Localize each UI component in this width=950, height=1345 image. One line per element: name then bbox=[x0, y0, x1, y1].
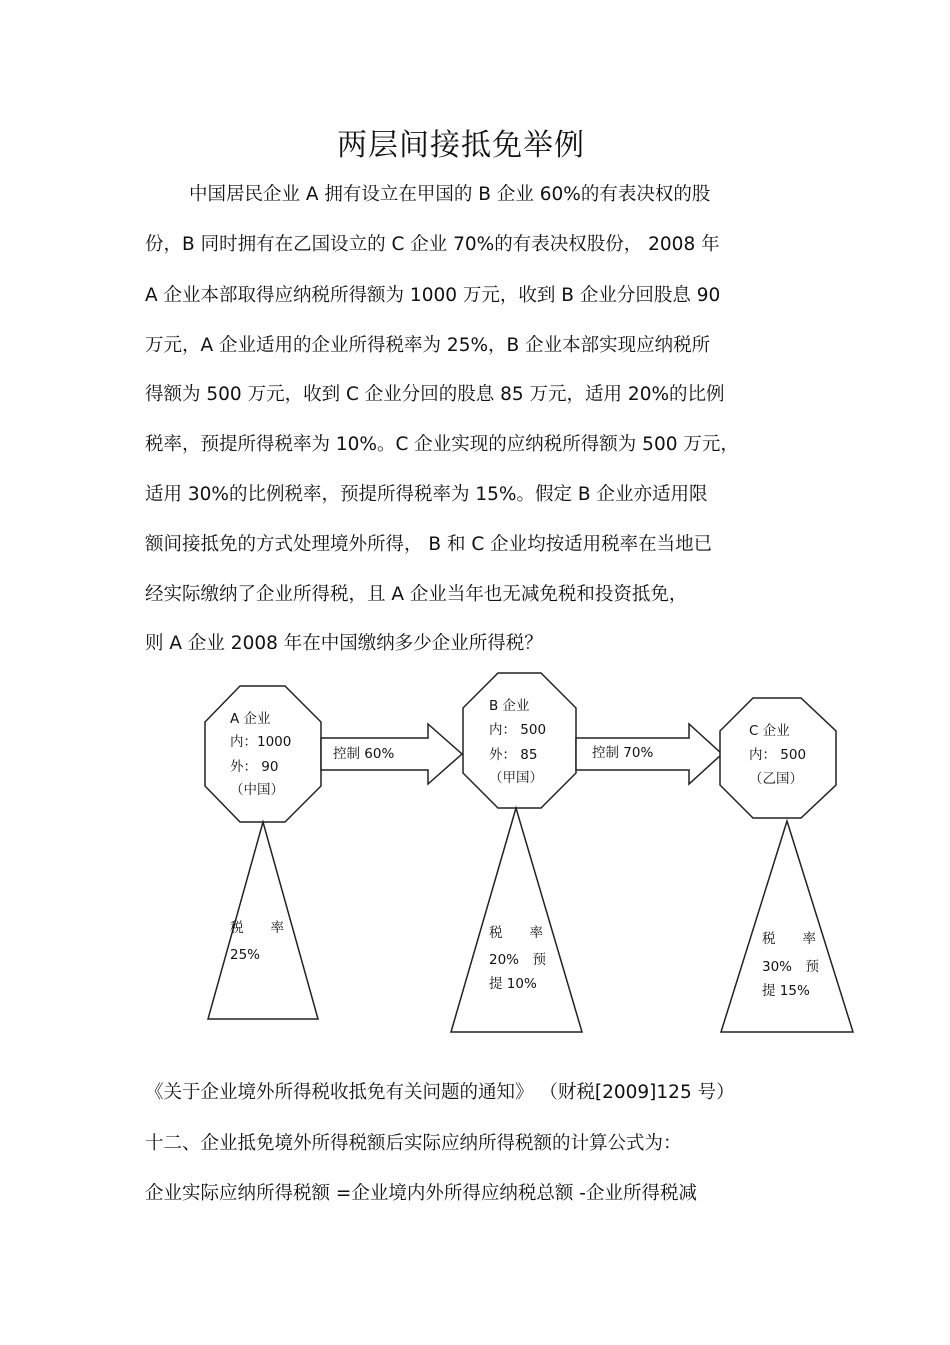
company-b-octagon bbox=[463, 673, 576, 808]
arrow-b-to-c bbox=[576, 724, 722, 784]
paragraph-line: 则 A 企业 2008 年在中国缴纳多少企业所得税？ bbox=[145, 633, 543, 654]
company-b bbox=[451, 673, 582, 1032]
company-a bbox=[205, 686, 321, 1019]
company-a-outer: 外： 90 bbox=[230, 759, 279, 775]
arrow-b-to-c-label: 控制 70% bbox=[592, 745, 654, 761]
company-c-name: C 企业 bbox=[749, 723, 790, 739]
paragraph-line: 适用 30%的比例税率，预提所得税率为 15%。假定 B 企业亦适用限 bbox=[145, 484, 708, 505]
company-b-tax-withholding: 提 10% bbox=[489, 976, 537, 992]
company-c-tax-withholding: 提 15% bbox=[762, 983, 810, 999]
arrow-a-to-b bbox=[321, 724, 462, 784]
formula-line: 企业实际应纳所得税额 =企业境内外所得应纳税总额 -企业所得税减 bbox=[145, 1183, 697, 1204]
reference-citation: 《关于企业境外所得税收抵免有关问题的通知》 （财税[2009]125 号） bbox=[145, 1082, 735, 1103]
company-a-tax-rate: 25% bbox=[230, 947, 261, 963]
company-b-country: （甲国） bbox=[489, 770, 543, 786]
company-b-outer: 外： 85 bbox=[489, 747, 538, 763]
company-a-country: （中国） bbox=[230, 782, 284, 798]
company-a-inner: 内：1000 bbox=[230, 734, 292, 750]
paragraph-line: A 企业本部取得应纳税所得额为 1000 万元，收到 B 企业分回股息 90 bbox=[145, 285, 721, 306]
paragraph-line: 万元，A 企业适用的企业所得税率为 25%，B 企业本部实现应纳税所 bbox=[145, 335, 711, 356]
company-a-tax-label: 税 率 bbox=[230, 920, 284, 936]
paragraph-line: 份，B 同时拥有在乙国设立的 C 企业 70%的有表决权股份， 2008 年 bbox=[145, 234, 720, 255]
paragraph-line: 额间接抵免的方式处理境外所得， B 和 C 企业均按适用税率在当地已 bbox=[145, 534, 713, 555]
company-b-tax-rate: 20% 预 bbox=[489, 952, 547, 968]
company-b-tax-label: 税 率 bbox=[489, 925, 543, 941]
company-b-tax-triangle bbox=[451, 808, 582, 1032]
company-c-tax-triangle bbox=[721, 821, 853, 1032]
company-c-country: （乙国） bbox=[749, 771, 803, 787]
company-c-tax-rate: 30% 预 bbox=[762, 959, 820, 975]
company-b-name: B 企业 bbox=[489, 698, 530, 714]
section-heading: 十二、企业抵免境外所得税额后实际应纳所得税额的计算公式为： bbox=[145, 1133, 682, 1154]
page-title: 两层间接抵免举例 bbox=[337, 128, 585, 163]
company-c-inner: 内： 500 bbox=[749, 747, 807, 763]
company-a-octagon bbox=[205, 686, 321, 822]
paragraph-line: 税率，预提所得税率为 10%。C 企业实现的应纳税所得额为 500 万元， bbox=[145, 434, 739, 455]
arrow-a-to-b-label: 控制 60% bbox=[333, 746, 395, 762]
paragraph-line: 经实际缴纳了企业所得税，且 A 企业当年也无减免税和投资抵免， bbox=[145, 584, 688, 605]
company-b-inner: 内： 500 bbox=[489, 722, 547, 738]
company-a-name: A 企业 bbox=[230, 711, 271, 727]
paragraph-line: 得额为 500 万元，收到 C 企业分回的股息 85 万元，适用 20%的比例 bbox=[145, 384, 725, 405]
company-c-tax-label: 税 率 bbox=[762, 931, 816, 947]
paragraph-line: 中国居民企业 A 拥有设立在甲国的 B 企业 60%的有表决权的股 bbox=[189, 184, 711, 205]
company-c bbox=[720, 698, 853, 1032]
